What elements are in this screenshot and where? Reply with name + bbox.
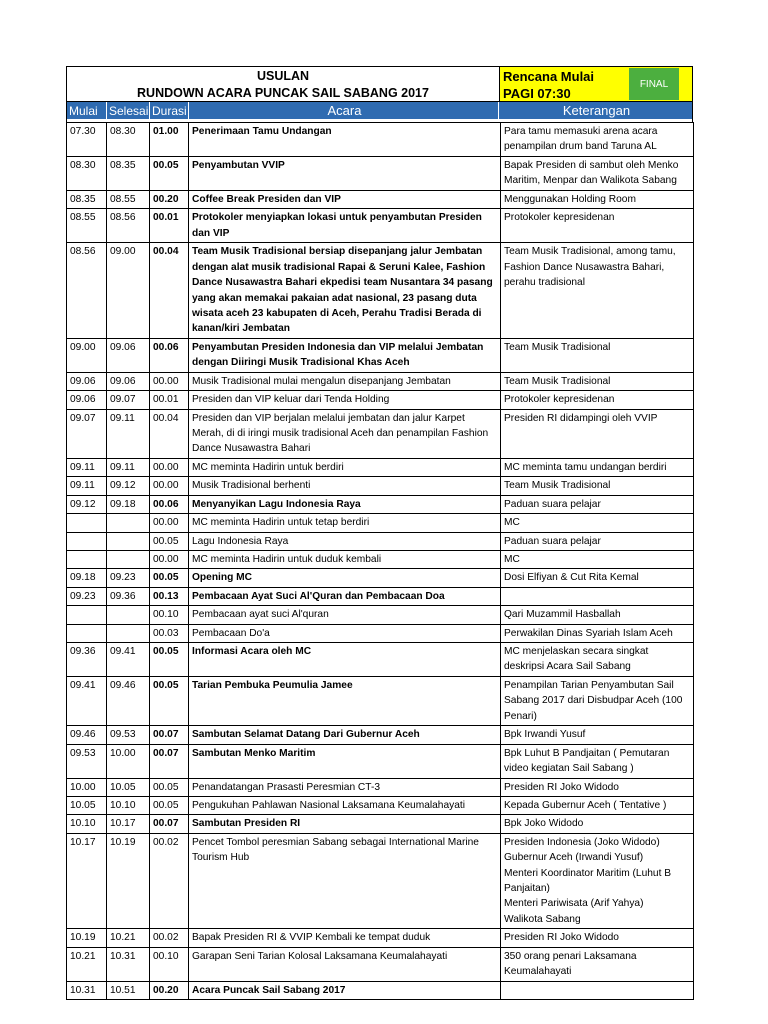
cell-mulai: 09.06 <box>67 372 107 390</box>
cell-selesai: 09.11 <box>107 458 150 476</box>
cell-mulai: 09.23 <box>67 587 107 605</box>
cell-selesai: 09.36 <box>107 587 150 605</box>
title-line-2: RUNDOWN ACARA PUNCAK SAIL SABANG 2017 <box>137 86 429 100</box>
cell-acara: Presiden dan VIP keluar dari Tenda Holding <box>189 391 501 409</box>
cell-selesai <box>107 606 150 624</box>
cell-mulai: 10.05 <box>67 796 107 814</box>
cell-durasi: 00.05 <box>150 676 189 725</box>
cell-mulai: 09.07 <box>67 409 107 458</box>
cell-selesai: 09.07 <box>107 391 150 409</box>
cell-durasi: 00.06 <box>150 338 189 372</box>
cell-selesai: 09.23 <box>107 569 150 587</box>
cell-selesai: 09.41 <box>107 642 150 676</box>
cell-keterangan: Paduan suara pelajar <box>501 532 694 550</box>
table-row <box>67 391 694 409</box>
cell-durasi: 00.07 <box>150 726 189 744</box>
cell-selesai: 08.35 <box>107 157 150 191</box>
rundown-table <box>66 122 694 1000</box>
cell-acara: MC meminta Hadirin untuk duduk kembali <box>189 550 501 568</box>
cell-keterangan: Para tamu memasuki arena acara penampilan drum band Taruna AL <box>501 123 694 157</box>
cell-keterangan: Team Musik Tradisional <box>501 477 694 495</box>
cell-mulai: 09.11 <box>67 458 107 476</box>
cell-acara: Pembacaan ayat suci Al'quran <box>189 606 501 624</box>
cell-acara: MC meminta Hadirin untuk tetap berdiri <box>189 514 501 532</box>
cell-mulai: 10.31 <box>67 981 107 999</box>
cell-durasi: 00.00 <box>150 477 189 495</box>
cell-durasi: 00.03 <box>150 624 189 642</box>
cell-mulai: 10.19 <box>67 929 107 947</box>
table-row <box>67 981 694 999</box>
table-row <box>67 243 694 338</box>
cell-keterangan: Team Musik Tradisional <box>501 338 694 372</box>
cell-durasi: 00.02 <box>150 929 189 947</box>
cell-acara: Sambutan Menko Maritim <box>189 744 501 778</box>
sheet-header <box>66 66 693 102</box>
cell-keterangan: Protokoler kepresidenan <box>501 209 694 243</box>
cell-acara: MC meminta Hadirin untuk berdiri <box>189 458 501 476</box>
table-row <box>67 624 694 642</box>
cell-acara: Tarian Pembuka Peumulia Jamee <box>189 676 501 725</box>
table-row <box>67 409 694 458</box>
cell-keterangan: Penampilan Tarian Penyambutan Sail Sabang 2017 dari Disbudpar Aceh (100 Penari) <box>501 676 694 725</box>
cell-selesai <box>107 532 150 550</box>
cell-durasi: 00.05 <box>150 532 189 550</box>
cell-selesai: 10.10 <box>107 796 150 814</box>
cell-acara: Sambutan Presiden RI <box>189 815 501 833</box>
cell-selesai: 08.56 <box>107 209 150 243</box>
cell-selesai <box>107 550 150 568</box>
cell-selesai: 09.18 <box>107 495 150 513</box>
rundown-sheet <box>66 66 693 1000</box>
cell-selesai: 10.17 <box>107 815 150 833</box>
table-row <box>67 372 694 390</box>
cell-mulai: 09.46 <box>67 726 107 744</box>
table-row <box>67 157 694 191</box>
table-row <box>67 338 694 372</box>
cell-acara: Opening MC <box>189 569 501 587</box>
table-row <box>67 514 694 532</box>
cell-keterangan: Team Musik Tradisional <box>501 372 694 390</box>
cell-durasi: 00.10 <box>150 606 189 624</box>
cell-durasi: 00.06 <box>150 495 189 513</box>
cell-selesai: 10.05 <box>107 778 150 796</box>
plan-label: Rencana Mulai <box>503 69 595 84</box>
cell-mulai: 09.41 <box>67 676 107 725</box>
plan-start-cell <box>500 67 692 101</box>
cell-acara: Garapan Seni Tarian Kolosal Laksamana Keumalahayati <box>189 947 501 981</box>
cell-selesai: 09.11 <box>107 409 150 458</box>
cell-acara: Penyambutan VVIP <box>189 157 501 191</box>
cell-durasi: 00.05 <box>150 796 189 814</box>
cell-keterangan: Presiden RI Joko Widodo <box>501 778 694 796</box>
table-row <box>67 458 694 476</box>
cell-selesai: 08.30 <box>107 123 150 157</box>
cell-durasi: 00.01 <box>150 209 189 243</box>
cell-acara: Pencet Tombol peresmian Sabang sebagai International Marine Tourism Hub <box>189 833 501 928</box>
cell-keterangan: Presiden RI Joko Widodo <box>501 929 694 947</box>
table-row <box>67 642 694 676</box>
cell-mulai: 08.35 <box>67 191 107 209</box>
cell-selesai: 09.06 <box>107 372 150 390</box>
cell-mulai: 09.12 <box>67 495 107 513</box>
cell-mulai <box>67 606 107 624</box>
sheet-title <box>67 67 500 101</box>
title-line-1: USULAN <box>256 69 310 83</box>
column-header-durasi: Durasi <box>150 102 189 119</box>
cell-keterangan: Paduan suara pelajar <box>501 495 694 513</box>
table-row <box>67 532 694 550</box>
cell-durasi: 01.00 <box>150 123 189 157</box>
cell-keterangan: Bpk Irwandi Yusuf <box>501 726 694 744</box>
cell-mulai: 10.21 <box>67 947 107 981</box>
cell-mulai: 08.55 <box>67 209 107 243</box>
cell-acara: Presiden dan VIP berjalan melalui jembatan dan jalur Karpet Merah, di di iringi musik tradisional Aceh dan penampilan Fashion Dance Nusawastra Bahari <box>189 409 501 458</box>
rundown-rows <box>67 123 694 1000</box>
cell-keterangan: MC <box>501 514 694 532</box>
table-row <box>67 676 694 725</box>
cell-selesai: 10.51 <box>107 981 150 999</box>
cell-keterangan: Perwakilan Dinas Syariah Islam Aceh <box>501 624 694 642</box>
cell-keterangan: Menggunakan Holding Room <box>501 191 694 209</box>
table-row <box>67 550 694 568</box>
cell-durasi: 00.07 <box>150 815 189 833</box>
table-row <box>67 209 694 243</box>
cell-durasi: 00.00 <box>150 372 189 390</box>
cell-selesai: 10.21 <box>107 929 150 947</box>
cell-mulai: 09.18 <box>67 569 107 587</box>
cell-durasi: 00.04 <box>150 409 189 458</box>
cell-keterangan: Protokoler kepresidenan <box>501 391 694 409</box>
cell-mulai: 10.10 <box>67 815 107 833</box>
table-row <box>67 587 694 605</box>
cell-durasi: 00.10 <box>150 947 189 981</box>
column-header-acara: Acara <box>189 102 499 119</box>
cell-keterangan: 350 orang penari Laksamana Keumalahayati <box>501 947 694 981</box>
cell-durasi: 00.20 <box>150 981 189 999</box>
cell-acara: Informasi Acara oleh MC <box>189 642 501 676</box>
cell-acara: Musik Tradisional berhenti <box>189 477 501 495</box>
table-row <box>67 929 694 947</box>
cell-acara: Protokoler menyiapkan lokasi untuk penyambutan Presiden dan VIP <box>189 209 501 243</box>
cell-selesai: 09.12 <box>107 477 150 495</box>
cell-mulai: 10.17 <box>67 833 107 928</box>
table-row <box>67 744 694 778</box>
cell-mulai <box>67 624 107 642</box>
table-row <box>67 726 694 744</box>
cell-mulai: 09.06 <box>67 391 107 409</box>
cell-mulai: 08.56 <box>67 243 107 338</box>
cell-selesai: 10.00 <box>107 744 150 778</box>
cell-selesai: 09.00 <box>107 243 150 338</box>
cell-acara: Penandatangan Prasasti Peresmian CT-3 <box>189 778 501 796</box>
cell-acara: Sambutan Selamat Datang Dari Gubernur Aceh <box>189 726 501 744</box>
cell-durasi: 00.07 <box>150 744 189 778</box>
cell-durasi: 00.02 <box>150 833 189 928</box>
cell-durasi: 00.05 <box>150 157 189 191</box>
cell-keterangan: Presiden RI didampingi oleh VVIP <box>501 409 694 458</box>
final-badge: FINAL <box>629 68 679 100</box>
table-row <box>67 606 694 624</box>
cell-mulai: 09.00 <box>67 338 107 372</box>
cell-mulai <box>67 514 107 532</box>
cell-keterangan: Presiden Indonesia (Joko Widodo) Gubernur Aceh (Irwandi Yusuf) Menteri Koordinator Maritim (Luhut B Panjaitan) Menteri Pariwisata (Arif Yahya) Walikota Sabang <box>501 833 694 928</box>
cell-durasi: 00.00 <box>150 458 189 476</box>
cell-keterangan: MC <box>501 550 694 568</box>
table-row <box>67 477 694 495</box>
cell-acara: Bapak Presiden RI & VVIP Kembali ke tempat duduk <box>189 929 501 947</box>
cell-mulai: 09.36 <box>67 642 107 676</box>
cell-durasi: 00.00 <box>150 550 189 568</box>
cell-keterangan: MC meminta tamu undangan berdiri <box>501 458 694 476</box>
column-header-mulai: Mulai <box>67 102 107 119</box>
column-header-selesai: Selesai <box>109 103 149 118</box>
cell-durasi: 00.05 <box>150 642 189 676</box>
cell-selesai: 09.53 <box>107 726 150 744</box>
cell-mulai: 09.53 <box>67 744 107 778</box>
cell-mulai: 09.11 <box>67 477 107 495</box>
cell-acara: Musik Tradisional mulai mengalun disepanjang Jembatan <box>189 372 501 390</box>
table-row <box>67 123 694 157</box>
cell-keterangan <box>501 981 694 999</box>
cell-selesai <box>107 514 150 532</box>
cell-selesai: 10.19 <box>107 833 150 928</box>
cell-acara: Lagu Indonesia Raya <box>189 532 501 550</box>
cell-selesai <box>107 624 150 642</box>
cell-durasi: 00.05 <box>150 778 189 796</box>
cell-mulai: 10.00 <box>67 778 107 796</box>
cell-acara: Penyambutan Presiden Indonesia dan VIP melalui Jembatan dengan Diiringi Musik Tradisional Khas Aceh <box>189 338 501 372</box>
cell-durasi: 00.13 <box>150 587 189 605</box>
cell-acara: Menyanyikan Lagu Indonesia Raya <box>189 495 501 513</box>
cell-keterangan: MC menjelaskan secara singkat deskripsi Acara Sail Sabang <box>501 642 694 676</box>
table-row <box>67 815 694 833</box>
cell-acara: Coffee Break Presiden dan VIP <box>189 191 501 209</box>
cell-durasi: 00.01 <box>150 391 189 409</box>
cell-selesai: 10.31 <box>107 947 150 981</box>
plan-time: PAGI 07:30 <box>503 86 571 101</box>
cell-mulai: 07.30 <box>67 123 107 157</box>
cell-mulai: 08.30 <box>67 157 107 191</box>
cell-acara: Penerimaan Tamu Undangan <box>189 123 501 157</box>
table-row <box>67 796 694 814</box>
column-header-keterangan: Keterangan <box>562 103 631 118</box>
cell-acara: Pengukuhan Pahlawan Nasional Laksamana Keumalahayati <box>189 796 501 814</box>
cell-durasi: 00.00 <box>150 514 189 532</box>
column-header-row <box>66 102 693 119</box>
table-row <box>67 495 694 513</box>
cell-durasi: 00.20 <box>150 191 189 209</box>
cell-keterangan: Team Musik Tradisional, among tamu, Fashion Dance Nusawastra Bahari, perahu tradisional <box>501 243 694 338</box>
cell-keterangan: Bpk Joko Widodo <box>501 815 694 833</box>
table-row <box>67 947 694 981</box>
table-row <box>67 569 694 587</box>
table-row <box>67 833 694 928</box>
cell-selesai: 09.46 <box>107 676 150 725</box>
cell-keterangan: Kepada Gubernur Aceh ( Tentative ) <box>501 796 694 814</box>
cell-durasi: 00.05 <box>150 569 189 587</box>
cell-acara: Pembacaan Do'a <box>189 624 501 642</box>
cell-mulai <box>67 550 107 568</box>
cell-keterangan: Bapak Presiden di sambut oleh Menko Maritim, Menpar dan Walikota Sabang <box>501 157 694 191</box>
cell-acara: Acara Puncak Sail Sabang 2017 <box>189 981 501 999</box>
cell-keterangan: Dosi Elfiyan & Cut Rita Kemal <box>501 569 694 587</box>
cell-acara: Pembacaan Ayat Suci Al'Quran dan Pembacaan Doa <box>189 587 501 605</box>
cell-acara: Team Musik Tradisional bersiap disepanjang jalur Jembatan dengan alat musik tradisional Rapai & Seruni Kalee, Fashion Dance Nusawastra Bahari ekpedisi team Nusantara 34 pasang yang akan memakai pakaian adat nasional, 23 pasang duta wisata aceh 23 kabupaten di Aceh, Perahu Tradisi Berada di kanan/kiri Jembatan <box>189 243 501 338</box>
table-row <box>67 191 694 209</box>
cell-keterangan: Bpk Luhut B Pandjaitan ( Pemutaran video kegiatan Sail Sabang ) <box>501 744 694 778</box>
cell-durasi: 00.04 <box>150 243 189 338</box>
cell-keterangan: Qari Muzammil Hasballah <box>501 606 694 624</box>
cell-selesai: 09.06 <box>107 338 150 372</box>
cell-keterangan <box>501 587 694 605</box>
cell-selesai: 08.55 <box>107 191 150 209</box>
table-row <box>67 778 694 796</box>
cell-mulai <box>67 532 107 550</box>
